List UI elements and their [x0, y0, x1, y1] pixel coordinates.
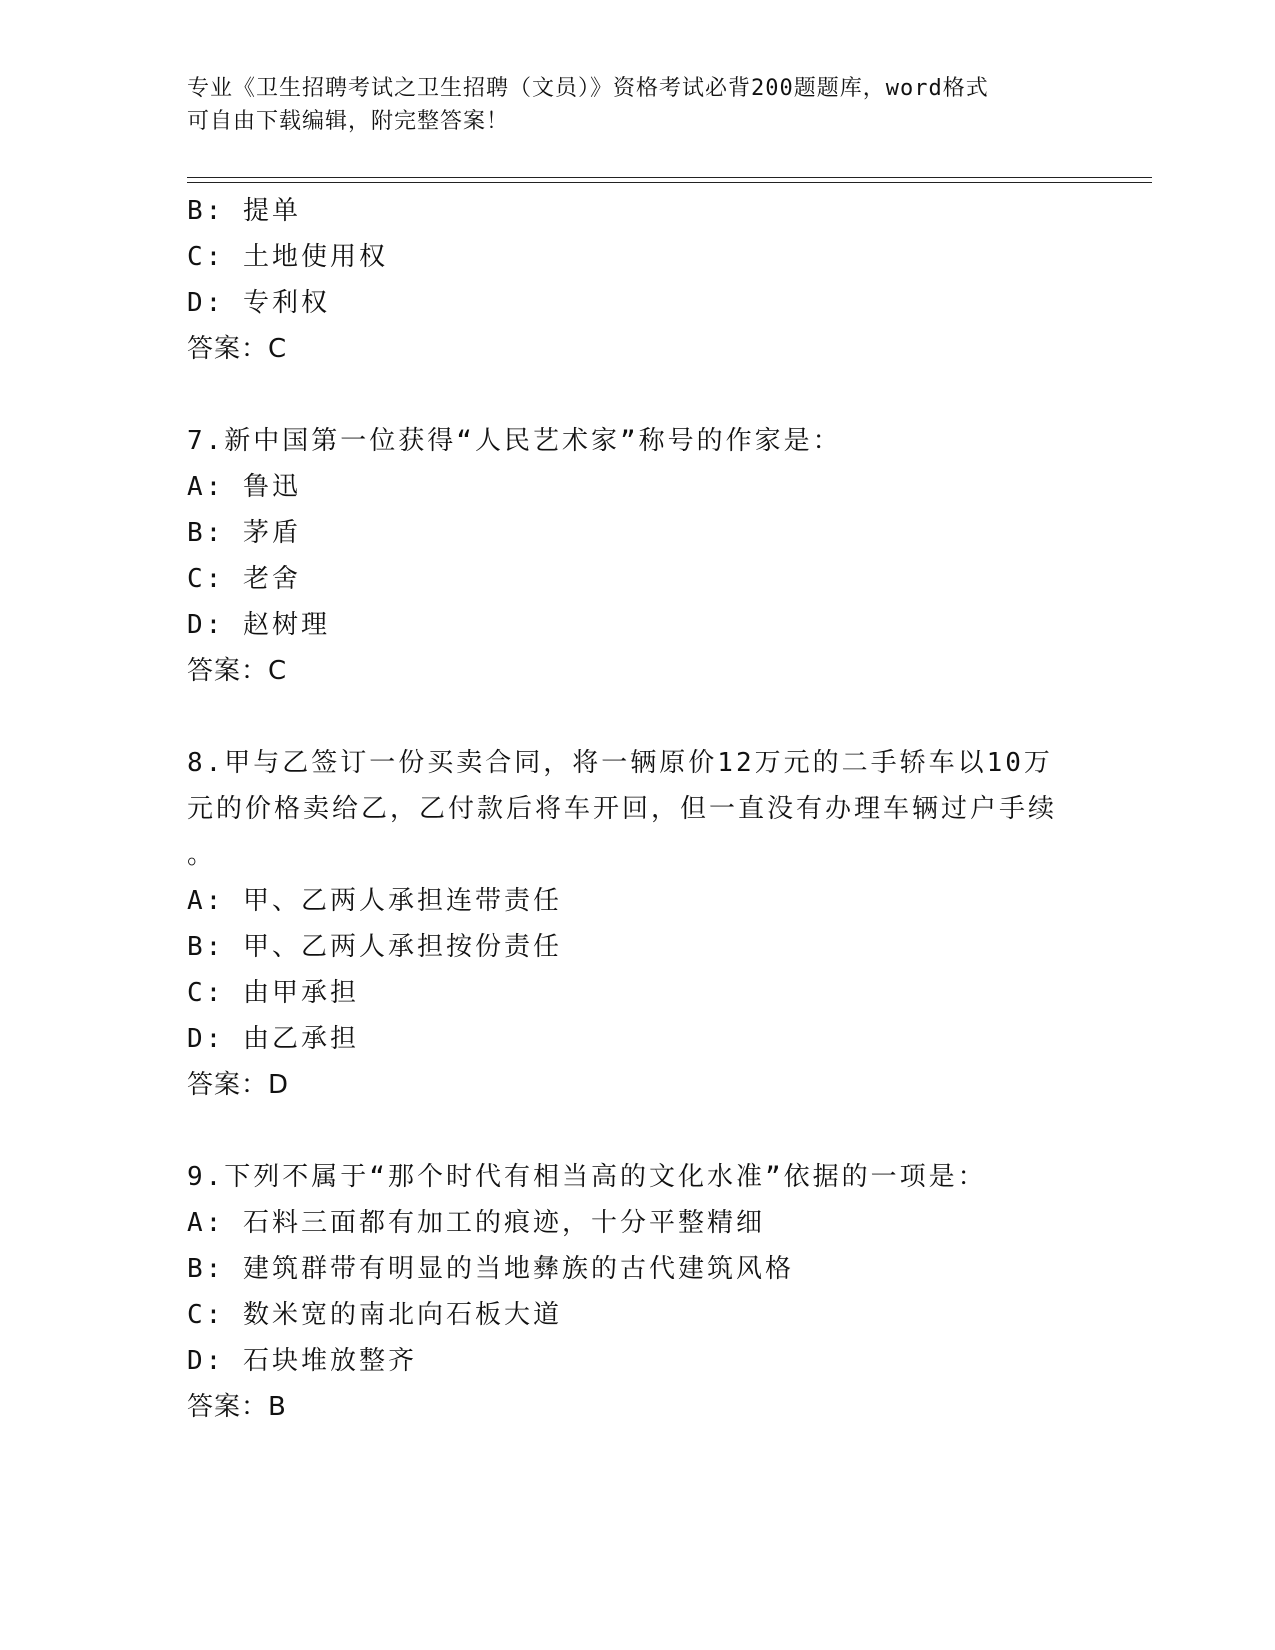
spacer	[187, 372, 1087, 418]
question-6-tail	[187, 188, 1087, 372]
header-title-line-1: 专业《卫生招聘考试之卫生招聘（文员）》资格考试必背200题题库，word格式	[187, 76, 989, 101]
question-stem-line-3: 。	[187, 840, 217, 870]
answer-label: 答案：C	[187, 656, 288, 686]
question-list	[187, 188, 1087, 1430]
header-divider-top	[187, 177, 1152, 178]
option-b: B: 甲、乙两人承担按份责任	[187, 932, 562, 962]
option-a: A: 鲁迅	[187, 472, 301, 502]
question-stem-line-1: 8.甲与乙签订一份买卖合同，将一辆原价12万元的二手轿车以10万	[187, 748, 1053, 778]
option-d: D: 专利权	[187, 288, 330, 318]
question-stem: 7.新中国第一位获得“人民艺术家”称号的作家是：	[187, 426, 842, 456]
answer-label: 答案：C	[187, 334, 288, 364]
answer-label: 答案：D	[187, 1070, 290, 1100]
spacer	[187, 694, 1087, 740]
question-7	[187, 418, 1087, 694]
document-header	[187, 72, 1087, 138]
option-c: C: 老舍	[187, 564, 301, 594]
option-b: B: 提单	[187, 196, 301, 226]
question-stem: 9.下列不属于“那个时代有相当高的文化水准”依据的一项是：	[187, 1162, 987, 1192]
option-b: B: 茅盾	[187, 518, 301, 548]
answer-label: 答案：B	[187, 1392, 287, 1422]
question-8	[187, 740, 1087, 1108]
option-d: D: 石块堆放整齐	[187, 1346, 417, 1376]
option-b: B: 建筑群带有明显的当地彝族的古代建筑风格	[187, 1254, 794, 1284]
option-c: C: 由甲承担	[187, 978, 359, 1008]
question-9	[187, 1154, 1087, 1430]
spacer	[187, 1108, 1087, 1154]
header-title-line-2: 可自由下载编辑，附完整答案！	[187, 109, 510, 134]
option-d: D: 赵树理	[187, 610, 330, 640]
option-d: D: 由乙承担	[187, 1024, 359, 1054]
question-stem-line-2: 元的价格卖给乙，乙付款后将车开回，但一直没有办理车辆过户手续	[187, 794, 1058, 824]
option-c: C: 数米宽的南北向石板大道	[187, 1300, 562, 1330]
option-a: A: 甲、乙两人承担连带责任	[187, 886, 562, 916]
header-divider-bottom	[187, 182, 1152, 183]
option-a: A: 石料三面都有加工的痕迹，十分平整精细	[187, 1208, 765, 1238]
option-c: C: 土地使用权	[187, 242, 388, 272]
